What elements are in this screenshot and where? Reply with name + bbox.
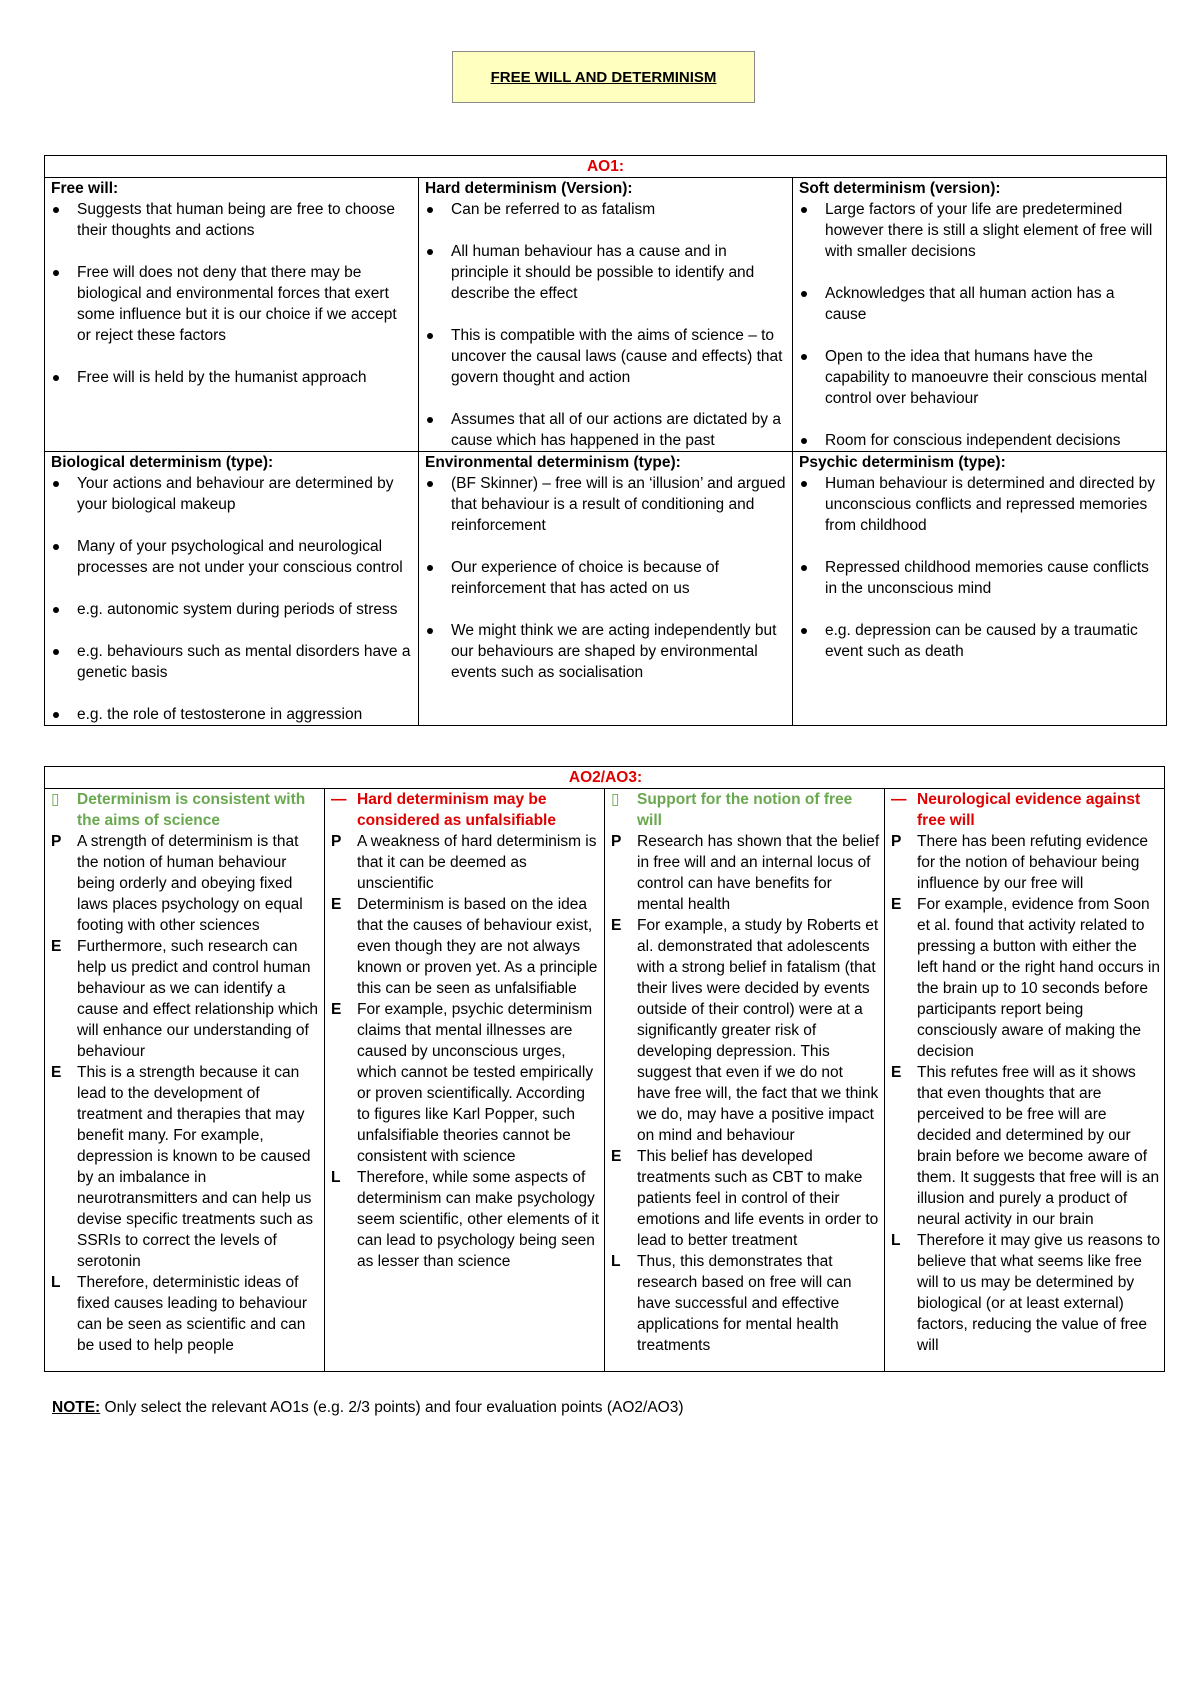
bullet-text: Human behaviour is determined and directed by unconscious conflicts and repressed memories from childhood <box>825 475 1155 534</box>
bullet-text: Room for conscious independent decisions <box>825 432 1121 449</box>
eval-heading <box>611 789 880 831</box>
peel-point <box>611 1251 880 1356</box>
bullet-text: e.g. behaviours such as mental disorders have a genetic basis <box>77 643 411 681</box>
peel-text: There has been refuting evidence for the notion of behaviour being influence by our free will <box>917 833 1148 892</box>
weakness-marker-icon: — <box>891 791 907 808</box>
peel-point <box>51 1272 320 1356</box>
peel-text: This belief has developed treatments such as CBT to make patients feel in control of their emotions and life events in order to lead to better treatment <box>637 1148 879 1249</box>
ao1-cell-title: Psychic determinism (type): <box>799 454 1006 471</box>
bullet-dot-icon <box>53 607 59 613</box>
peel-letter: E <box>331 896 342 913</box>
bullet-text: Many of your psychological and neurological processes are not under your conscious control <box>77 538 403 576</box>
bullet-dot-icon <box>427 249 433 255</box>
bullet-dot-icon <box>427 628 433 634</box>
bullet-text: We might think we are acting independently but our behaviours are shaped by environmental events such as socialisation <box>451 622 777 681</box>
ao1-cell-title: Hard determinism (Version): <box>425 180 633 197</box>
bullet-text: This is compatible with the aims of science – to uncover the causal laws (cause and effects) that govern thought and action <box>451 327 783 386</box>
bullet-item <box>51 704 412 725</box>
bullet-dot-icon <box>801 354 807 360</box>
ao1-heading: AO1: <box>45 156 1167 178</box>
ao1-cell <box>419 178 793 452</box>
peel-point <box>331 1167 600 1272</box>
bullet-item <box>51 199 412 241</box>
bullet-item <box>51 262 412 346</box>
bullet-item <box>425 199 786 220</box>
eval-column <box>325 789 605 1372</box>
bullet-dot-icon <box>53 712 59 718</box>
peel-letter: E <box>331 1001 342 1018</box>
note <box>52 1397 684 1418</box>
peel-point <box>331 999 600 1167</box>
peel-text: This is a strength because it can lead to the development of treatment and therapies that may benefit many. For example, depression is known to be caused by an imbalance in neurotransmitters and can help us devise specific treatments such as SSRIs to correct the levels of serotonin <box>77 1064 314 1270</box>
bullet-item <box>799 283 1160 325</box>
bullet-dot-icon <box>427 565 433 571</box>
bullet-list <box>799 473 1160 662</box>
peel-letter: E <box>611 917 622 934</box>
peel-text: For example, psychic determinism claims that mental illnesses are caused by unconscious urges, which cannot be tested empirically or proven scientifically. According to figures like Karl Popper, such unfalsifiable theories cannot be consistent with science <box>357 1001 594 1165</box>
bullet-dot-icon <box>53 649 59 655</box>
peel-text: Determinism is based on the idea that the causes of behaviour exist, even though they are not always known or proven yet. As a principle this can be seen as unfalsifiable <box>357 896 598 997</box>
peel-letter: P <box>331 833 342 850</box>
bullet-item <box>799 473 1160 536</box>
bullet-item <box>51 641 412 683</box>
eval-heading-text: Neurological evidence against free will <box>917 791 1141 829</box>
bullet-item <box>425 620 786 683</box>
strength-marker-icon: ▯ <box>51 791 60 808</box>
eval-heading <box>51 789 320 831</box>
bullet-dot-icon <box>53 375 59 381</box>
peel-letter: L <box>891 1232 901 1249</box>
bullet-dot-icon <box>53 207 59 213</box>
peel-point <box>891 894 1160 1062</box>
bullet-item <box>425 557 786 599</box>
bullet-text: Free will does not deny that there may be biological and environmental forces that exert some influence but it is our choice if we accept or reject these factors <box>77 264 397 344</box>
bullet-dot-icon <box>801 438 807 444</box>
bullet-item <box>799 620 1160 662</box>
bullet-list <box>425 473 786 683</box>
peel-letter: E <box>891 1064 902 1081</box>
peel-point <box>331 894 600 999</box>
bullet-text: Free will is held by the humanist approach <box>77 369 367 386</box>
peel-letter: P <box>611 833 622 850</box>
bullet-text: e.g. autonomic system during periods of stress <box>77 601 398 618</box>
bullet-text: e.g. depression can be caused by a traumatic event such as death <box>825 622 1138 660</box>
ao1-cell <box>793 452 1167 726</box>
bullet-item <box>51 599 412 620</box>
bullet-text: e.g. the role of testosterone in aggression <box>77 706 363 723</box>
peel-text: Therefore it may give us reasons to believe that what seems like free will to us may be determined by biological (or at least external) factors, reducing the value of free will <box>917 1232 1160 1354</box>
bullet-dot-icon <box>53 544 59 550</box>
note-label: NOTE: <box>52 1399 101 1416</box>
bullet-item <box>425 241 786 304</box>
bullet-item <box>799 557 1160 599</box>
bullet-item <box>51 536 412 578</box>
bullet-list <box>799 199 1160 451</box>
eval-heading-text: Hard determinism may be considered as unfalsifiable <box>357 791 556 829</box>
peel-point <box>611 831 880 915</box>
bullet-text: Open to the idea that humans have the capability to manoeuvre their conscious mental control over behaviour <box>825 348 1148 407</box>
peel-text: For example, a study by Roberts et al. demonstrated that adolescents with a strong belief in fatalism (that their lives were decided by events outside of their control) were at a significantly greater risk of developing depression. This suggest that even if we do not have free will, the fact that we think we do, may have a positive impact on mind and behaviour <box>637 917 879 1144</box>
bullet-dot-icon <box>801 628 807 634</box>
peel-text: Therefore, deterministic ideas of fixed causes leading to behaviour can be seen as scientific and can be used to help people <box>77 1274 308 1354</box>
weakness-marker-icon: — <box>331 791 347 808</box>
eval-column <box>885 789 1165 1372</box>
peel-letter: L <box>611 1253 621 1270</box>
peel-letter: P <box>891 833 902 850</box>
peel-text: Thus, this demonstrates that research based on free will can have successful and effective applications for mental health treatments <box>637 1253 852 1354</box>
bullet-text: Large factors of your life are predetermined however there is still a slight element of free will with smaller decisions <box>825 201 1153 260</box>
peel-point <box>331 831 600 894</box>
bullet-dot-icon <box>801 207 807 213</box>
bullet-list <box>425 199 786 451</box>
bullet-dot-icon <box>801 565 807 571</box>
bullet-dot-icon <box>427 333 433 339</box>
ao1-cell <box>793 178 1167 452</box>
bullet-text: Assumes that all of our actions are dictated by a cause which has happened in the past <box>451 411 781 449</box>
eval-heading <box>331 789 600 831</box>
bullet-dot-icon <box>53 481 59 487</box>
bullet-item <box>799 199 1160 262</box>
bullet-item <box>51 367 412 388</box>
bullet-dot-icon <box>801 481 807 487</box>
ao1-cell <box>45 178 419 452</box>
bullet-dot-icon <box>801 291 807 297</box>
bullet-text: Can be referred to as fatalism <box>451 201 656 218</box>
bullet-item <box>425 325 786 388</box>
bullet-dot-icon <box>427 481 433 487</box>
peel-letter: L <box>331 1169 341 1186</box>
ao1-cell-title: Biological determinism (type): <box>51 454 274 471</box>
peel-letter: L <box>51 1274 61 1291</box>
strength-marker-icon: ▯ <box>611 791 620 808</box>
eval-column <box>605 789 885 1372</box>
peel-text: Therefore, while some aspects of determinism can make psychology seem scientific, other elements of it can lead to psychology being seen as lesser than science <box>357 1169 600 1270</box>
bullet-item <box>799 430 1160 451</box>
bullet-text: Acknowledges that all human action has a cause <box>825 285 1115 323</box>
peel-text: This refutes free will as it shows that even thoughts that are perceived to be free will are decided and determined by our brain before we become aware of them. It suggests that free will is an illusion and purely a product of neural activity in our brain <box>917 1064 1160 1228</box>
eval-heading-text: Support for the notion of free will <box>637 791 853 829</box>
bullet-item <box>425 473 786 536</box>
peel-text: For example, evidence from Soon et al. found that activity related to pressing a button with either the left hand or the right hand occurs in the brain up to 10 seconds before participants report being consciously aware of making the decision <box>917 896 1160 1060</box>
peel-point <box>891 831 1160 894</box>
peel-point <box>51 831 320 936</box>
ao1-cell-title: Free will: <box>51 180 119 197</box>
bullet-dot-icon <box>53 270 59 276</box>
eval-column <box>45 789 325 1372</box>
ao2-table <box>44 766 1165 1372</box>
ao1-table <box>44 155 1167 726</box>
ao1-cell <box>419 452 793 726</box>
bullet-item <box>799 346 1160 409</box>
bullet-text: Your actions and behaviour are determined by your biological makeup <box>77 475 394 513</box>
peel-letter: E <box>611 1148 622 1165</box>
bullet-item <box>51 473 412 515</box>
peel-point <box>891 1062 1160 1230</box>
bullet-text: (BF Skinner) – free will is an ‘illusion’ and argued that behaviour is a result of conditioning and reinforcement <box>451 475 786 534</box>
peel-point <box>611 915 880 1146</box>
ao1-cell <box>45 452 419 726</box>
peel-point <box>51 936 320 1062</box>
bullet-item <box>425 409 786 451</box>
bullet-list <box>51 473 412 725</box>
peel-letter: E <box>51 1064 62 1081</box>
title-box <box>452 51 755 103</box>
bullet-text: All human behaviour has a cause and in principle it should be possible to identify and describe the effect <box>451 243 755 302</box>
peel-letter: E <box>51 938 62 955</box>
peel-text: Research has shown that the belief in free will and an internal locus of control can have benefits for mental health <box>637 833 880 913</box>
peel-letter: E <box>891 896 902 913</box>
bullet-text: Repressed childhood memories cause conflicts in the unconscious mind <box>825 559 1149 597</box>
bullet-text: Suggests that human being are free to choose their thoughts and actions <box>77 201 395 239</box>
bullet-dot-icon <box>427 417 433 423</box>
ao1-cell-title: Environmental determinism (type): <box>425 454 681 471</box>
bullet-dot-icon <box>427 207 433 213</box>
peel-point <box>891 1230 1160 1356</box>
ao1-cell-title: Soft determinism (version): <box>799 180 1001 197</box>
peel-letter: P <box>51 833 62 850</box>
note-text: Only select the relevant AO1s (e.g. 2/3 points) and four evaluation points (AO2/AO3) <box>100 1399 684 1416</box>
bullet-list <box>51 199 412 388</box>
peel-point <box>611 1146 880 1251</box>
peel-text: A weakness of hard determinism is that it can be deemed as unscientific <box>357 833 597 892</box>
peel-text: Furthermore, such research can help us predict and control human behaviour as we can identify a cause and effect relationship which will enhance our understanding of behaviour <box>77 938 318 1060</box>
page-title: FREE WILL AND DETERMINISM <box>490 68 717 86</box>
eval-heading-text: Determinism is consistent with the aims of science <box>77 791 306 829</box>
bullet-text: Our experience of choice is because of reinforcement that has acted on us <box>451 559 719 597</box>
eval-heading <box>891 789 1160 831</box>
peel-point <box>51 1062 320 1272</box>
ao2-heading: AO2/AO3: <box>45 767 1165 789</box>
peel-text: A strength of determinism is that the notion of human behaviour being orderly and obeying fixed laws places psychology on equal footing with other sciences <box>77 833 303 934</box>
